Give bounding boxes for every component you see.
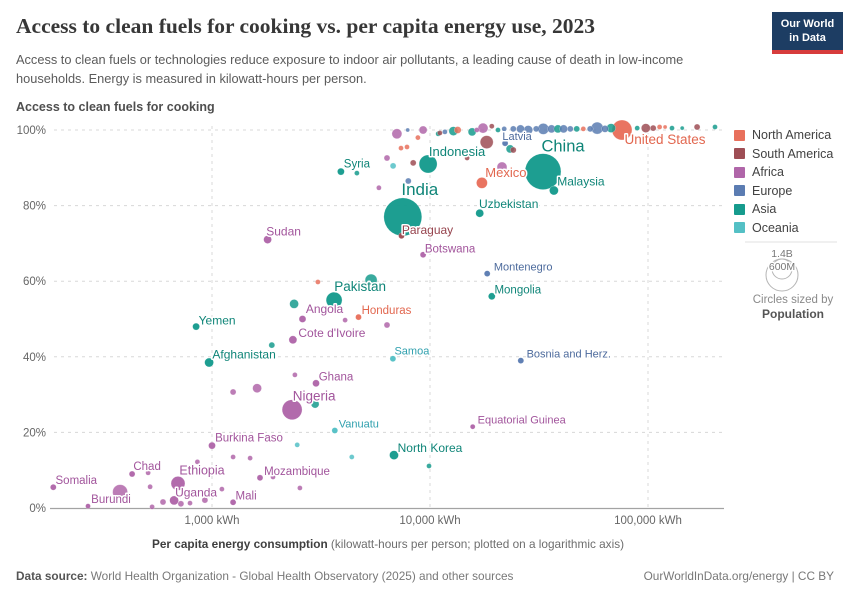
label-Montenegro[interactable]: Montenegro: [493, 261, 553, 274]
point-Mozambique[interactable]: [257, 475, 263, 481]
continent-legend: [734, 128, 833, 235]
label-Malaysia[interactable]: Malaysia: [557, 174, 605, 189]
data-source: [16, 569, 513, 583]
data-source-label: Data source:: [16, 569, 88, 583]
bg-point-africa[interactable]: [231, 455, 236, 460]
bg-point-europe[interactable]: [587, 126, 593, 132]
label-Burkina Faso[interactable]: Burkina Faso: [215, 432, 283, 445]
bg-point-north_america[interactable]: [454, 127, 461, 134]
label-Somalia[interactable]: Somalia: [55, 475, 98, 488]
y-tick-100: 100%: [16, 125, 46, 137]
label-Mexico[interactable]: Mexico: [485, 164, 527, 180]
label-Ghana[interactable]: Ghana: [318, 371, 354, 384]
bg-point-asia[interactable]: [290, 299, 299, 308]
point-Montenegro[interactable]: [484, 271, 490, 277]
point-Burundi[interactable]: [86, 504, 91, 509]
label-Yemen[interactable]: Yemen: [198, 313, 236, 328]
bg-point-africa[interactable]: [384, 322, 390, 328]
label-Mali[interactable]: Mali: [235, 490, 257, 503]
label-Syria[interactable]: Syria: [343, 158, 371, 171]
legend-swatch-asia: [734, 204, 745, 215]
bg-point-africa[interactable]: [253, 384, 262, 393]
legend-label-oceania: Oceania: [752, 220, 799, 235]
page-subtitle: Access to clean fuels or technologies reduce exposure to indoor air pollutants, a leading cause of death in low-income households. Energy is measured in kilowatt-hours per person.: [16, 52, 684, 87]
bg-point-europe[interactable]: [442, 129, 447, 134]
label-Equatorial Guinea[interactable]: Equatorial Guinea: [477, 414, 566, 427]
bg-point-africa[interactable]: [188, 501, 193, 506]
legend-item-africa[interactable]: [734, 165, 833, 179]
footer: [16, 569, 834, 583]
bg-point-south_america[interactable]: [489, 124, 494, 129]
bg-point-europe[interactable]: [567, 126, 573, 132]
label-Honduras[interactable]: Honduras: [361, 305, 412, 318]
bg-point-north_america[interactable]: [657, 125, 662, 130]
label-Ethiopia[interactable]: Ethiopia: [179, 463, 225, 478]
label-United States[interactable]: United States: [624, 132, 706, 147]
legend-label-africa: Africa: [752, 165, 784, 179]
legend-swatch-oceania: [734, 222, 745, 233]
bg-point-asia[interactable]: [713, 125, 718, 130]
bg-point-north_america[interactable]: [415, 135, 420, 140]
label-Uganda[interactable]: Uganda: [175, 485, 218, 500]
owid-logo-line1: Our World: [780, 17, 835, 30]
point-China[interactable]: [525, 154, 561, 190]
data-source-text: World Health Organization - Global Health Observatory (2025) and other sources: [87, 569, 514, 583]
y-tick-20: 20%: [22, 427, 46, 440]
label-China[interactable]: China: [541, 137, 585, 156]
bg-point-africa[interactable]: [376, 185, 381, 190]
point-Equatorial Guinea[interactable]: [470, 424, 475, 429]
legend-label-north_america: North America: [752, 128, 832, 142]
bg-point-north_america[interactable]: [315, 280, 320, 285]
bg-point-europe[interactable]: [406, 128, 410, 132]
label-Angola[interactable]: Angola: [305, 302, 344, 316]
bg-point-africa[interactable]: [178, 501, 184, 507]
bg-point-africa[interactable]: [419, 126, 427, 134]
x-tick-100000: 100,000 kWh: [614, 515, 682, 527]
bg-point-africa[interactable]: [160, 499, 166, 505]
label-Burundi[interactable]: Burundi: [91, 494, 131, 507]
bg-point-south_america[interactable]: [510, 147, 516, 153]
owid-link[interactable]: OurWorldInData.org/energy | CC BY: [643, 569, 834, 583]
label-Uzbekistan[interactable]: Uzbekistan: [479, 197, 539, 212]
label-Nigeria[interactable]: Nigeria: [292, 388, 336, 404]
legend-swatch-south_america: [734, 148, 745, 159]
bg-point-europe[interactable]: [538, 123, 549, 134]
y-tick-0: 0%: [29, 503, 46, 515]
y-tick-60: 60%: [22, 276, 46, 289]
legend-label-asia: Asia: [752, 202, 777, 216]
legend-swatch-north_america: [734, 130, 745, 141]
point-Bosnia and Herz.[interactable]: [518, 358, 524, 364]
bg-point-south_america[interactable]: [650, 125, 656, 131]
legend-swatch-europe: [734, 185, 745, 196]
bg-point-africa[interactable]: [297, 486, 302, 491]
label-Paraguay[interactable]: Paraguay: [401, 222, 454, 237]
y-tick-80: 80%: [22, 200, 46, 213]
bg-point-asia[interactable]: [635, 126, 640, 131]
x-tick-10000: 10,000 kWh: [399, 515, 461, 527]
label-Chad[interactable]: Chad: [133, 461, 161, 473]
legend-swatch-africa: [734, 167, 745, 178]
bg-point-asia[interactable]: [680, 126, 684, 130]
label-Cote d'Ivoire[interactable]: Cote d'Ivoire: [298, 325, 366, 340]
label-India[interactable]: India: [401, 179, 439, 199]
legend-item-europe[interactable]: [734, 184, 833, 198]
bg-point-africa[interactable]: [150, 504, 155, 509]
bg-point-oceania[interactable]: [295, 442, 300, 447]
legend-label-south_america: South America: [752, 146, 834, 161]
legend-item-north_america[interactable]: [734, 128, 833, 142]
bg-point-africa[interactable]: [343, 318, 348, 323]
legend-item-oceania[interactable]: [734, 221, 833, 235]
bg-point-africa[interactable]: [474, 128, 479, 133]
bg-point-asia[interactable]: [427, 464, 432, 469]
bg-point-africa[interactable]: [292, 372, 297, 377]
bg-point-asia[interactable]: [670, 126, 675, 131]
y-axis-title: Access to clean fuels for cooking: [16, 100, 215, 114]
bg-point-south_america[interactable]: [410, 160, 416, 166]
label-Indonesia[interactable]: Indonesia: [428, 144, 486, 159]
y-tick-40: 40%: [22, 351, 46, 364]
label-Pakistan[interactable]: Pakistan: [334, 279, 386, 295]
legend-item-south_america[interactable]: [734, 147, 833, 161]
bg-point-africa[interactable]: [230, 389, 236, 395]
bg-point-north_america[interactable]: [663, 125, 667, 129]
page-title: Access to clean fuels for cooking vs. per capita energy use, 2023: [16, 14, 596, 38]
bg-point-oceania[interactable]: [390, 163, 396, 169]
point-Vanuatu[interactable]: [332, 428, 338, 434]
point-Angola[interactable]: [299, 316, 306, 323]
size-legend-big-label: 1.4B: [771, 248, 793, 260]
label-North Korea[interactable]: North Korea: [397, 441, 463, 456]
label-Latvia[interactable]: Latvia: [502, 131, 532, 144]
bg-point-north_america[interactable]: [399, 146, 404, 151]
bg-point-asia[interactable]: [574, 126, 580, 132]
legend-label-europe: Europe: [752, 183, 793, 198]
bg-point-europe[interactable]: [533, 126, 539, 132]
label-Mongolia[interactable]: Mongolia: [494, 284, 542, 297]
label-Botswana[interactable]: Botswana: [424, 243, 476, 256]
bg-point-africa[interactable]: [384, 155, 390, 161]
owid-logo[interactable]: [772, 12, 843, 54]
bg-point-north_america[interactable]: [405, 145, 410, 150]
x-axis-title: [52, 537, 724, 551]
bg-point-north_america[interactable]: [581, 126, 586, 131]
size-legend-caption-bold: Population: [762, 307, 824, 321]
bg-point-africa[interactable]: [392, 129, 402, 139]
bg-point-asia[interactable]: [496, 128, 501, 133]
label-Samoa[interactable]: Samoa: [394, 345, 430, 358]
point-Cote d'Ivoire[interactable]: [289, 336, 297, 344]
bg-point-africa[interactable]: [148, 484, 153, 489]
bg-point-south_america[interactable]: [694, 124, 700, 130]
bg-point-oceania[interactable]: [349, 455, 354, 460]
size-legend-caption: Circles sized by: [752, 294, 834, 306]
label-Afghanistan[interactable]: Afghanistan: [212, 347, 276, 362]
label-Sudan[interactable]: Sudan: [266, 224, 301, 239]
x-tick-1000: 1,000 kWh: [184, 515, 240, 527]
bg-point-europe[interactable]: [602, 125, 609, 132]
x-axis-title-rest: (kilowatt-hours per person; plotted on a logarithmic axis): [327, 537, 625, 551]
bg-point-africa[interactable]: [248, 456, 253, 461]
label-Bosnia and Herz.[interactable]: Bosnia and Herz.: [526, 348, 611, 361]
label-Mozambique[interactable]: Mozambique: [264, 465, 330, 478]
bg-point-africa[interactable]: [478, 123, 488, 133]
bg-point-south_america[interactable]: [437, 131, 442, 136]
bg-point-africa[interactable]: [219, 487, 224, 492]
x-axis-title-bold: Per capita energy consumption: [151, 537, 328, 551]
legend-item-asia[interactable]: [734, 202, 833, 216]
owid-logo-line2: in Data: [789, 32, 826, 44]
bg-point-asia[interactable]: [354, 171, 359, 176]
bg-point-europe[interactable]: [560, 125, 568, 133]
label-Vanuatu[interactable]: Vanuatu: [338, 418, 379, 431]
size-legend-small-label: 600M: [768, 261, 796, 273]
